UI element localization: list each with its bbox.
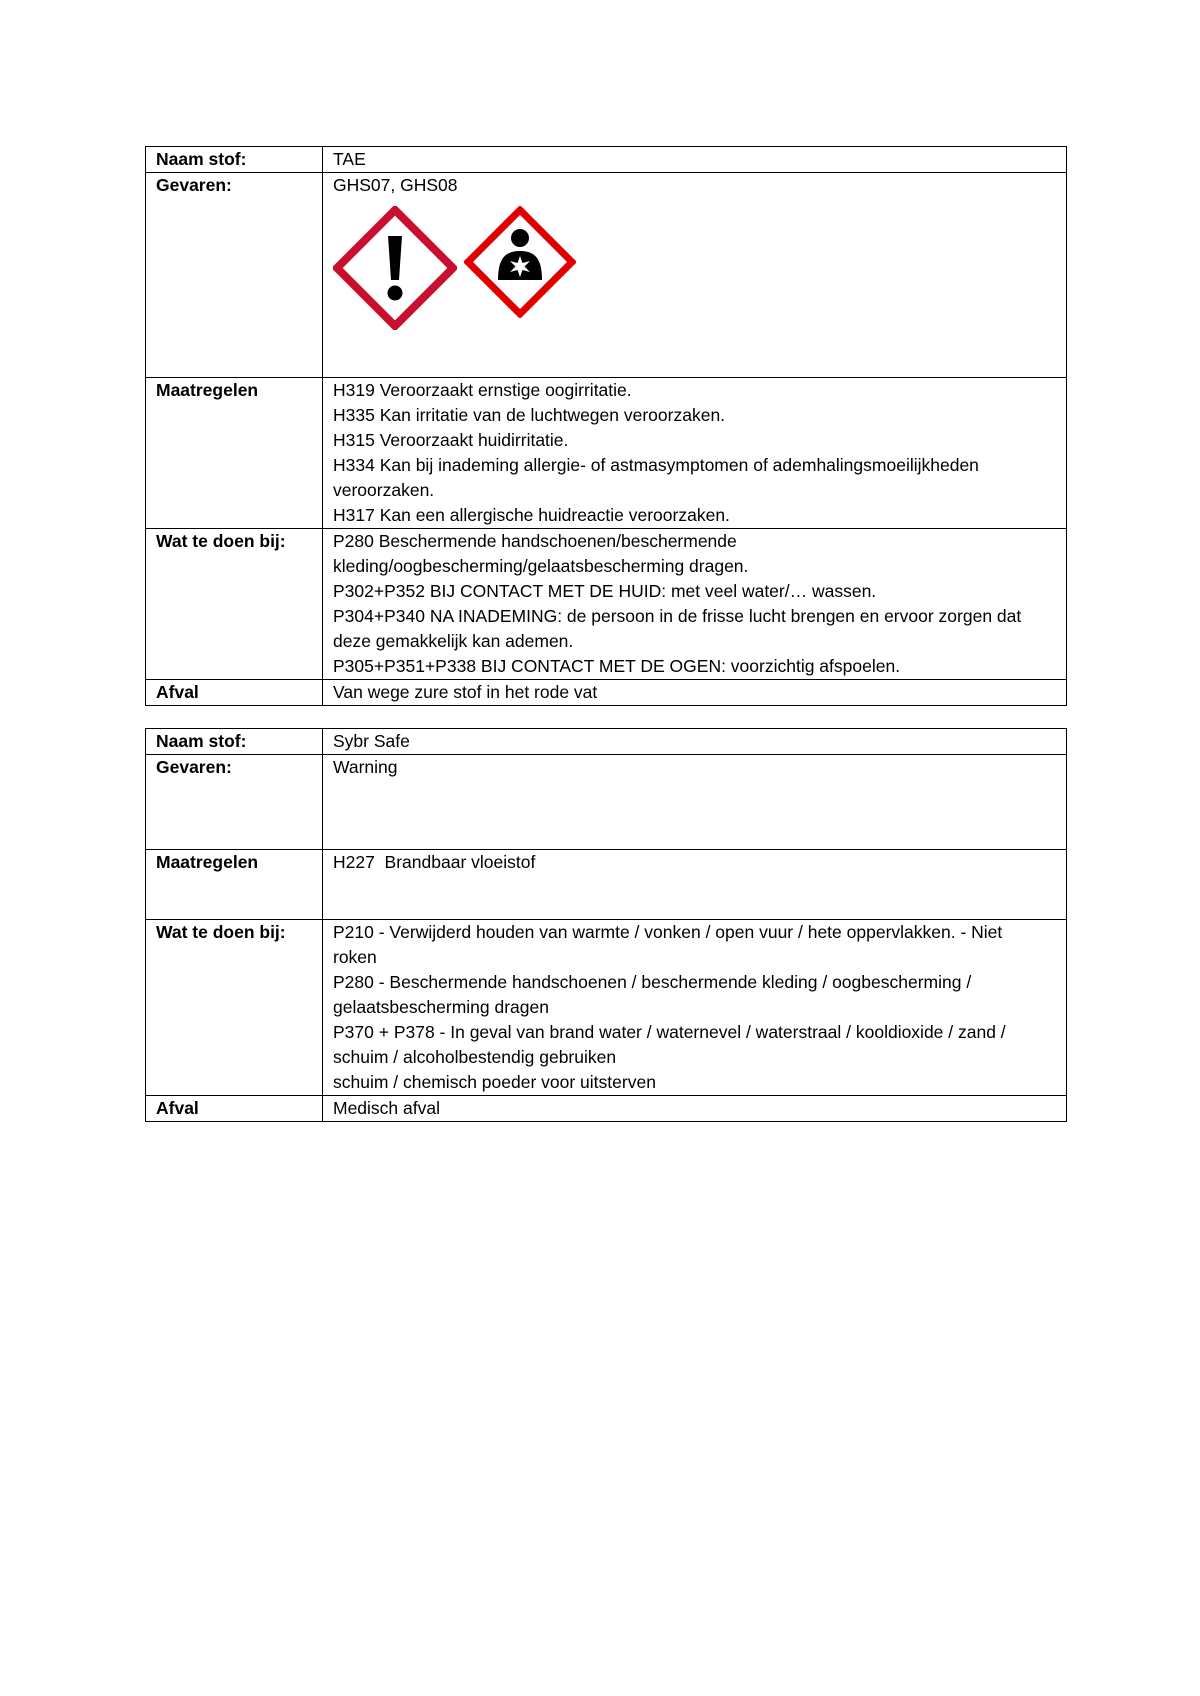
instructie-line: roken bbox=[333, 947, 377, 967]
ghs-pictograms bbox=[333, 206, 1056, 326]
instructie-line: P305+P351+P338 BIJ CONTACT MET DE OGEN: voorzichtig afspoelen. bbox=[333, 656, 901, 676]
ghs07-exclamation-mark-icon bbox=[333, 206, 457, 330]
value-naam-stof: TAE bbox=[323, 147, 1067, 173]
row-naam-stof bbox=[146, 729, 1067, 755]
instructie-line: P370 + P378 - In geval van brand water / waternevel / waterstraal / kooldioxide / zand / bbox=[333, 1022, 1006, 1042]
maatregel-line: H315 Veroorzaakt huidirritatie. bbox=[333, 430, 569, 450]
row-gevaren bbox=[146, 173, 1067, 378]
ghs08-health-hazard-icon bbox=[464, 206, 576, 318]
row-wat-te-doen bbox=[146, 920, 1067, 1096]
row-maatregelen bbox=[146, 850, 1067, 920]
value-gevaren bbox=[323, 173, 1067, 378]
instructie-line: gelaatsbescherming dragen bbox=[333, 997, 549, 1017]
value-maatregelen bbox=[323, 378, 1067, 529]
instructie-line: schuim / chemisch poeder voor uitsterven bbox=[333, 1072, 656, 1092]
row-wat-te-doen bbox=[146, 529, 1067, 680]
maatregel-line: H317 Kan een allergische huidreactie veroorzaken. bbox=[333, 505, 730, 525]
value-gevaren: Warning bbox=[323, 755, 1067, 850]
label-naam-stof: Naam stof: bbox=[146, 729, 323, 755]
maatregel-line: veroorzaken. bbox=[333, 480, 435, 500]
instructie-line: kleding/oogbescherming/gelaatsbescherming dragen. bbox=[333, 556, 749, 576]
value-afval: Medisch afval bbox=[323, 1096, 1067, 1122]
instructie-line: P280 Beschermende handschoenen/beschermende bbox=[333, 531, 737, 551]
row-afval bbox=[146, 1096, 1067, 1122]
label-maatregelen: Maatregelen bbox=[146, 378, 323, 529]
value-wat-te-doen bbox=[323, 920, 1067, 1096]
row-maatregelen bbox=[146, 378, 1067, 529]
value-maatregelen bbox=[323, 850, 1067, 920]
maatregel-line: H334 Kan bij inademing allergie- of astmasymptomen of ademhalingsmoeilijkheden bbox=[333, 455, 979, 475]
row-afval bbox=[146, 680, 1067, 706]
substance-table-sybr-safe bbox=[145, 728, 1067, 1122]
value-naam-stof: Sybr Safe bbox=[323, 729, 1067, 755]
instructie-line: P302+P352 BIJ CONTACT MET DE HUID: met veel water/… wassen. bbox=[333, 581, 877, 601]
value-afval: Van wege zure stof in het rode vat bbox=[323, 680, 1067, 706]
value-wat-te-doen bbox=[323, 529, 1067, 680]
label-gevaren: Gevaren: bbox=[146, 173, 323, 378]
row-naam-stof bbox=[146, 147, 1067, 173]
substance-table-tae bbox=[145, 146, 1067, 706]
instructie-line: deze gemakkelijk kan ademen. bbox=[333, 631, 574, 651]
gevaren-codes: GHS07, GHS08 bbox=[333, 175, 458, 195]
label-gevaren: Gevaren: bbox=[146, 755, 323, 850]
instructie-line: P210 - Verwijderd houden van warmte / vonken / open vuur / hete oppervlakken. - Niet bbox=[333, 922, 1003, 942]
label-maatregelen: Maatregelen bbox=[146, 850, 323, 920]
label-wat-te-doen: Wat te doen bij: bbox=[146, 529, 323, 680]
instructie-line: P304+P340 NA INADEMING: de persoon in de frisse lucht brengen en ervoor zorgen dat bbox=[333, 606, 1022, 626]
label-afval: Afval bbox=[146, 1096, 323, 1122]
label-naam-stof: Naam stof: bbox=[146, 147, 323, 173]
maatregel-line: H319 Veroorzaakt ernstige oogirritatie. bbox=[333, 380, 632, 400]
label-wat-te-doen: Wat te doen bij: bbox=[146, 920, 323, 1096]
instructie-line: schuim / alcoholbestendig gebruiken bbox=[333, 1047, 617, 1067]
maatregel-line: H335 Kan irritatie van de luchtwegen veroorzaken. bbox=[333, 405, 726, 425]
row-gevaren bbox=[146, 755, 1067, 850]
maatregel-line: H227 Brandbaar vloeistof bbox=[333, 852, 536, 872]
label-afval: Afval bbox=[146, 680, 323, 706]
instructie-line: P280 - Beschermende handschoenen / beschermende kleding / oogbescherming / bbox=[333, 972, 972, 992]
